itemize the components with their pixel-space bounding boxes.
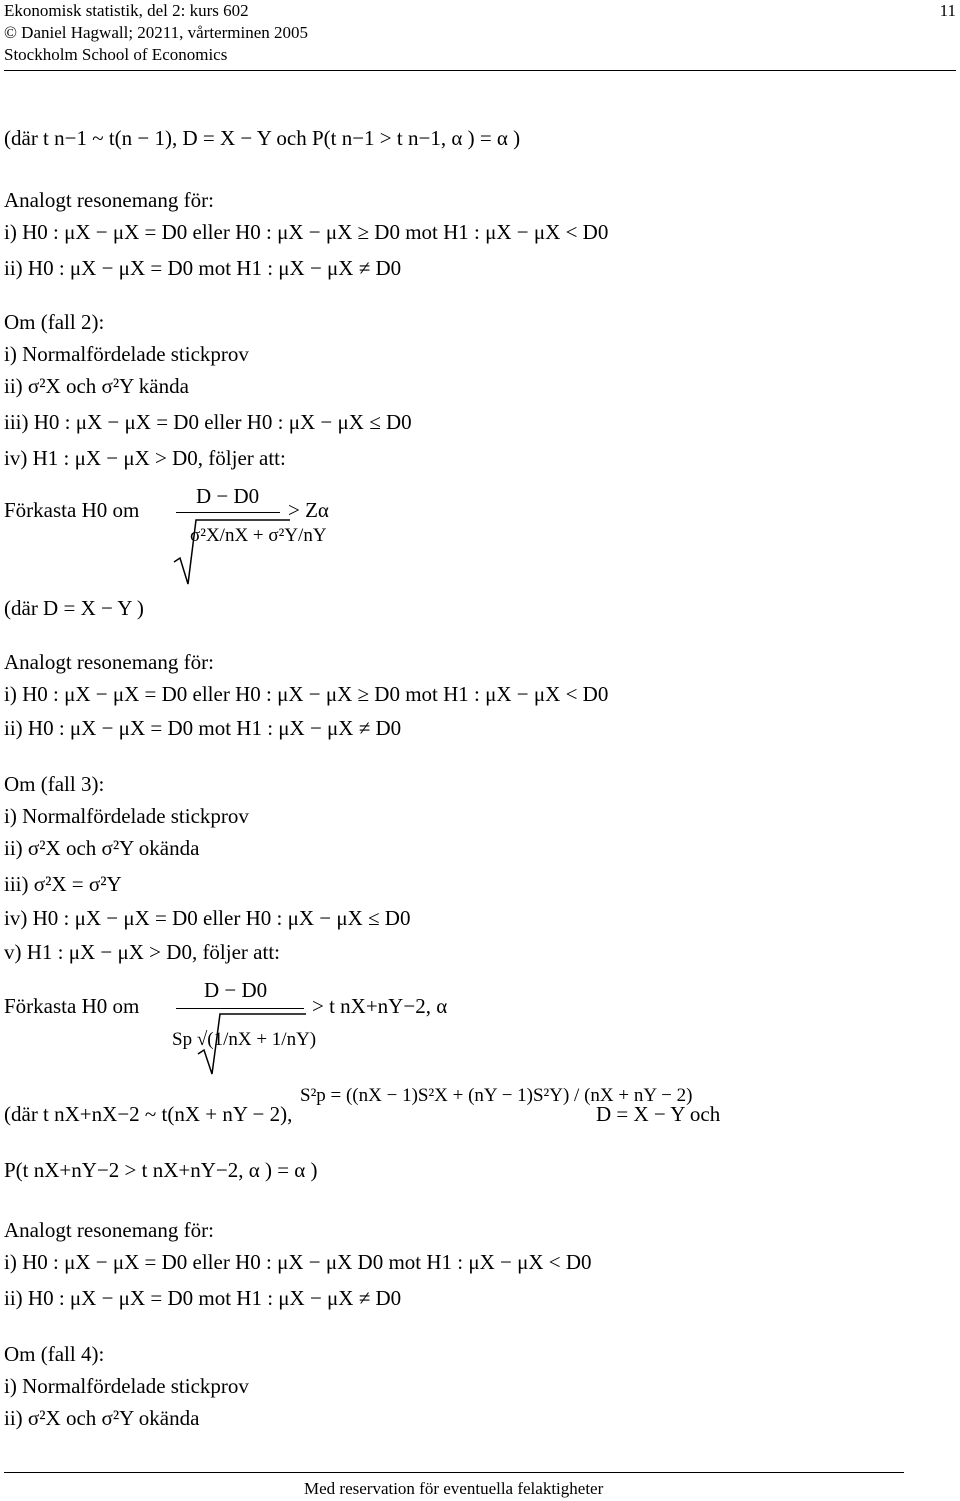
course-title: Ekonomisk statistik, del 2: kurs 602 [4,1,249,20]
section3-heading: Analogt resonemang för: [4,1218,214,1242]
fall3-fraction-bar [176,1008,304,1009]
fall3-denominator: Sp √(1/nX + 1/nY) [172,1029,317,1050]
top-note: (där t n−1 ~ t(n − 1), D = X − Y och P(t n−1 > t n−1, α ) = α ) [4,126,521,150]
fall2-iii: iii) H0 : μX − μX = D0 eller H0 : μX − μX ≤ D0 [4,410,412,434]
fall4-ii: ii) σ²X och σ²Y okända [4,1406,200,1430]
fall4-heading: Om (fall 4): [4,1342,105,1366]
section3-line-ii: ii) H0 : μX − μX = D0 mot H1 : μX − μX ≠ D0 [4,1286,402,1310]
footer-note: Med reservation för eventuella felaktigheter [304,1479,604,1498]
fall3-i: i) Normalfördelade stickprov [4,804,249,828]
fall3-heading: Om (fall 3): [4,772,105,796]
fall2-iv: iv) H1 : μX − μX > D0, följer att: [4,446,286,470]
fall3-d-def: D = X − Y och [596,1102,721,1126]
fall2-i: i) Normalfördelade stickprov [4,342,249,366]
fall3-iii: iii) σ²X = σ²Y [4,872,122,896]
fall3-iv: iv) H0 : μX − μX = D0 eller H0 : μX − μX ≤ D0 [4,906,411,930]
school-name: Stockholm School of Economics [4,45,228,64]
fall4-i: i) Normalfördelade stickprov [4,1374,249,1398]
fall3-compare: > t nX+nY−2, α [312,994,448,1018]
fall2-reject-label: Förkasta H0 om [4,498,140,522]
section2-line-ii: ii) H0 : μX − μX = D0 mot H1 : μX − μX ≠ D0 [4,716,402,740]
fall3-ii: ii) σ²X och σ²Y okända [4,836,200,860]
section2-line-i: i) H0 : μX − μX = D0 eller H0 : μX − μX ≥ D0 mot H1 : μX − μX < D0 [4,682,609,706]
fall2-numerator: D − D0 [196,484,260,508]
section1-line-i: i) H0 : μX − μX = D0 eller H0 : μX − μX ≥ D0 mot H1 : μX − μX < D0 [4,220,609,244]
section3-line-i: i) H0 : μX − μX = D0 eller H0 : μX − μX D0 mot H1 : μX − μX < D0 [4,1250,592,1274]
fall3-sp-formula: S²p = ((nX − 1)S²X + (nY − 1)S²Y) / (nX + nY − 2) [300,1085,693,1106]
section2-heading: Analogt resonemang för: [4,650,214,674]
fall3-v: v) H1 : μX − μX > D0, följer att: [4,940,280,964]
fall2-fraction-bar [176,512,280,513]
fall2-denominator: σ²X/nX + σ²Y/nY [190,525,327,546]
section1-heading: Analogt resonemang för: [4,188,214,212]
fall3-where1: (där t nX+nX−2 ~ t(nX + nY − 2), [4,1102,293,1126]
page-number: 11 [939,1,956,20]
footer-rule [4,1472,904,1473]
fall2-compare: > Zα [288,498,329,522]
fall2-ii: ii) σ²X och σ²Y kända [4,374,189,398]
fall2-heading: Om (fall 2): [4,310,105,334]
header-rule [4,70,956,71]
fall3-reject-label: Förkasta H0 om [4,994,140,1018]
author-line: © Daniel Hagwall; 20211, vårterminen 2005 [4,23,309,42]
fall3-numerator: D − D0 [204,978,268,1002]
fall2-where: (där D = X − Y ) [4,596,144,620]
fall3-where2: P(t nX+nY−2 > t nX+nY−2, α ) = α ) [4,1158,318,1182]
section1-line-ii: ii) H0 : μX − μX = D0 mot H1 : μX − μX ≠ D0 [4,256,402,280]
